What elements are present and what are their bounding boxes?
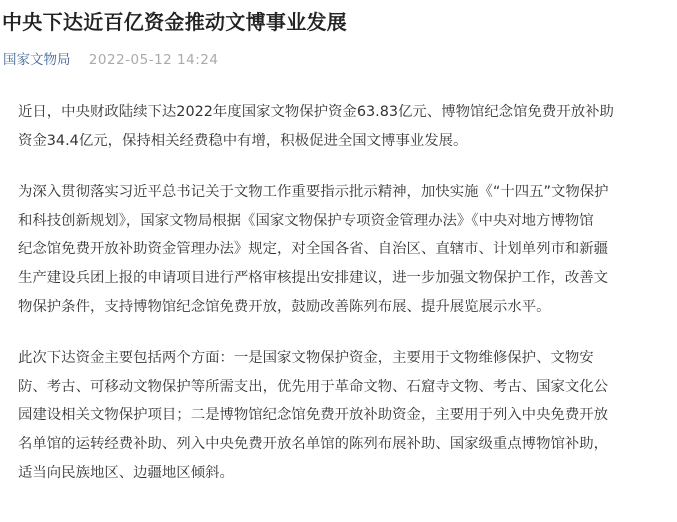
text-line: 生产建设兵团上报的申请项目进行严格审核提出安排建议，进一步加强文物保护工作，改善文 (18, 269, 609, 286)
text-line: 资金34.4亿元，保持相关经费稳中有增，积极促进全国文博事业发展。 (18, 132, 468, 149)
paragraph-2 (18, 178, 670, 321)
article-body (18, 98, 670, 510)
text-line: 纪念馆免费开放补助资金管理办法》规定，对全国各省、自治区、直辖市、计划单列市和新疆 (18, 241, 609, 258)
text-line: 近日，中央财政陆续下达2022年度国家文物保护资金63.83亿元、博物馆纪念馆免费开放补助 (18, 104, 614, 120)
text-line: 适当向民族地区、边疆地区倾斜。 (18, 464, 234, 481)
article-title: 中央下达近百亿资金推动文博事业发展 (2, 10, 348, 34)
text-line: 为深入贯彻落实习近平总书记关于文物工作重要指示批示精神，加快实施《“十四五”文物保护 (18, 184, 609, 201)
text-line: 物保护条件，支持博物馆纪念馆免费开放，鼓励改善陈列布展、提升展览展示水平。 (18, 298, 551, 315)
text-line: 园建设相关文物保护项目；二是博物馆纪念馆免费开放补助资金，主要用于列入中央免费开放 (18, 407, 609, 424)
text-line: 和科技创新规划》，国家文物局根据《国家文物保护专项资金管理办法》《中央对地方博物馆 (18, 212, 594, 229)
text-line: 名单馆的运转经费补助、列入中央免费开放名单馆的陈列布展补助、国家级重点博物馆补助， (18, 435, 609, 452)
paragraph-1 (18, 98, 670, 155)
source-link[interactable]: 国家文物局 (3, 52, 71, 68)
publish-time: 2022-05-12 14:24 (88, 52, 219, 68)
text-line: 此次下达资金主要包括两个方面：一是国家文物保护资金，主要用于文物维修保护、文物安 (18, 350, 594, 367)
paragraph-3 (18, 344, 670, 487)
text-line: 防、考古、可移动文物保护等所需支出，优先用于革命文物、石窟寺文物、考古、国家文化公 (18, 378, 609, 395)
article-meta (3, 50, 218, 70)
